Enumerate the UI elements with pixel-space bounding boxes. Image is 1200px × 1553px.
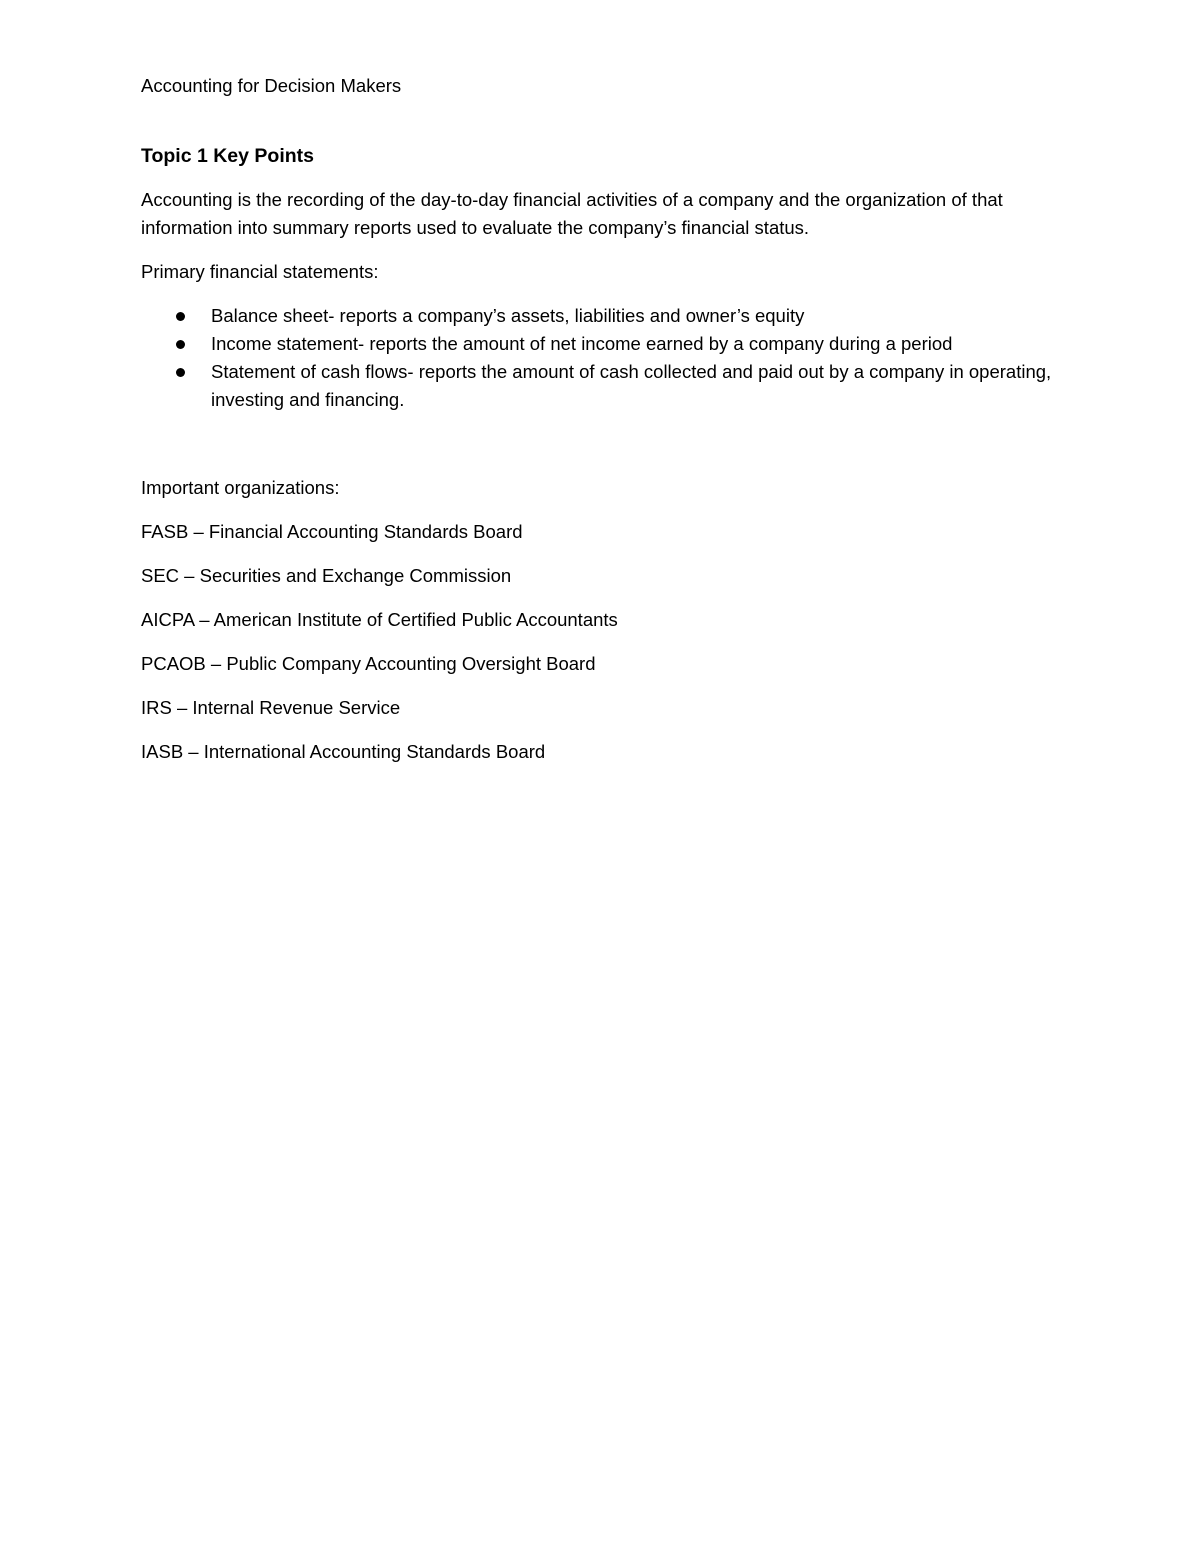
- list-item-text: Balance sheet- reports a company’s assets, liabilities and owner’s equity: [211, 305, 805, 326]
- organizations-intro: Important organizations:: [141, 477, 340, 498]
- financial-statements-list: [141, 302, 1059, 414]
- organization-line: AICPA – American Institute of Certified Public Accountants: [141, 609, 618, 630]
- bullet-icon: [176, 312, 185, 321]
- organization-line: PCAOB – Public Company Accounting Oversight Board: [141, 653, 596, 674]
- list-item: [141, 330, 1059, 358]
- list-item: [141, 358, 1059, 414]
- organization-line: FASB – Financial Accounting Standards Board: [141, 521, 523, 542]
- list-item: [141, 302, 1059, 330]
- topic-heading: Topic 1 Key Points: [141, 145, 315, 167]
- organization-line: IRS – Internal Revenue Service: [141, 697, 401, 718]
- list-item-text: Statement of cash flows- reports the amount of cash collected and paid out by a company in operating, investing and financing.: [211, 361, 1052, 410]
- organization-line: IASB – International Accounting Standards Board: [141, 741, 546, 762]
- bullet-icon: [176, 340, 185, 349]
- accounting-definition: Accounting is the recording of the day-to-day financial activities of a company and the organization of that information into summary reports used to evaluate the company’s financial status.: [141, 189, 1003, 238]
- organization-line: SEC – Securities and Exchange Commission: [141, 565, 512, 586]
- document-title: Accounting for Decision Makers: [141, 75, 402, 96]
- statements-intro: Primary financial statements:: [141, 261, 379, 282]
- bullet-icon: [176, 368, 185, 377]
- list-item-text: Income statement- reports the amount of net income earned by a company during a period: [211, 333, 953, 354]
